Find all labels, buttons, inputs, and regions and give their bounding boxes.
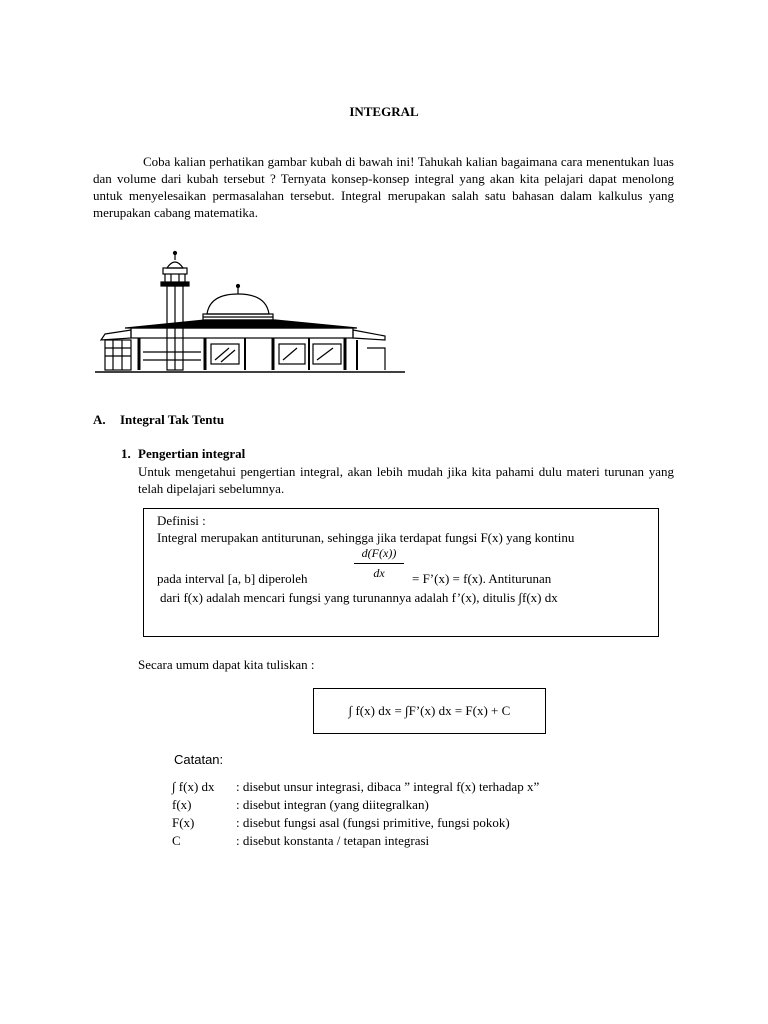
fraction-denominator: dx [373, 566, 385, 580]
page-title: INTEGRAL [349, 104, 419, 119]
note-term: C [172, 833, 181, 848]
note-description: : disebut integran (yang diitegralkan) [236, 797, 429, 812]
definition-line-3: dari f(x) adalah mencari fungsi yang turunannya adalah f’(x), ditulis ∫f(x) dx [160, 590, 558, 605]
integral-formula: ∫ f(x) dx = ∫F’(x) dx = F(x) + C [348, 703, 511, 718]
fraction-numerator: d(F(x)) [361, 546, 397, 560]
notes-heading: Catatan: [174, 752, 224, 767]
definition-box [143, 508, 659, 637]
derivative-fraction [354, 546, 404, 581]
subsection-1-title: Pengertian integral [138, 446, 246, 461]
intro-paragraph [93, 153, 674, 221]
definition-heading: Definisi : [157, 513, 206, 528]
note-description: : disebut konstanta / tetapan integrasi [236, 833, 430, 848]
definition-line-2b: = F’(x) = f(x). Antiturunan [412, 571, 552, 586]
subsection-1-number: 1. [121, 446, 131, 461]
note-term: ∫ f(x) dx [172, 779, 215, 794]
note-description: : disebut unsur integrasi, dibaca ” integral f(x) terhadap x” [236, 779, 540, 794]
definition-line-2a: pada interval [a, b] diperoleh [157, 571, 308, 586]
section-a-title: Integral Tak Tentu [120, 412, 225, 427]
note-term: F(x) [172, 815, 195, 830]
section-a-number: A. [93, 412, 106, 427]
section-a-heading [93, 412, 224, 428]
formula-box [313, 688, 546, 734]
subsection-1-heading [121, 446, 245, 462]
note-term: f(x) [172, 797, 192, 812]
general-formula-intro: Secara umum dapat kita tuliskan : [138, 657, 315, 672]
paragraph-1: Untuk mengetahui pengertian integral, akan lebih mudah jika kita pahami dulu materi turunan yang telah dipelajari sebelumnya. [138, 464, 674, 496]
intro-text: Coba kalian perhatikan gambar kubah di bawah ini! Tahukah kalian bagaimana cara menentukan luas dan volume dari kubah tersebut ? Ternyata konsep-konsep integral yang akan kita pelajari dapat menolong untuk menyelesaikan permasalahan tersebut. Integral merupakan salah satu bahasan dalam kalkulus yang merupakan cabang matematika. [93, 154, 674, 220]
fraction-bar [354, 563, 404, 564]
mosque-illustration [95, 248, 405, 378]
definition-line-1: Integral merupakan antiturunan, sehingga jika terdapat fungsi F(x) yang kontinu [157, 530, 575, 545]
note-description: : disebut fungsi asal (fungsi primitive, fungsi pokok) [236, 815, 510, 830]
